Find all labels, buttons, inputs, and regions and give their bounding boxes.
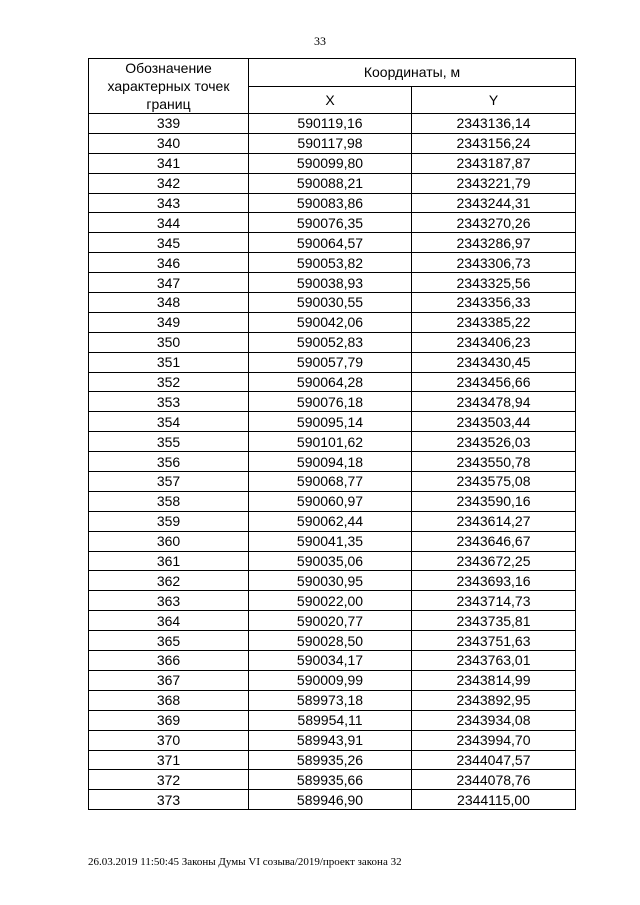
table-row xyxy=(89,452,576,472)
point-id-cell: 349 xyxy=(89,312,249,332)
x-coordinate-cell: 590076,35 xyxy=(249,213,412,233)
x-coordinate-cell: 590062,44 xyxy=(249,511,412,531)
table-row xyxy=(89,670,576,690)
x-coordinate-cell: 589973,18 xyxy=(249,690,412,710)
point-id-cell: 359 xyxy=(89,511,249,531)
point-id-cell: 372 xyxy=(89,770,249,790)
y-coordinate-cell: 2343430,45 xyxy=(412,352,576,372)
x-coordinate-cell: 590053,82 xyxy=(249,253,412,273)
table-row xyxy=(89,352,576,372)
point-id-cell: 354 xyxy=(89,412,249,432)
table-row xyxy=(89,631,576,651)
table-row xyxy=(89,770,576,790)
point-id-cell: 363 xyxy=(89,591,249,611)
table-row xyxy=(89,710,576,730)
y-coordinate-cell: 2343385,22 xyxy=(412,312,576,332)
x-coordinate-cell: 589946,90 xyxy=(249,790,412,810)
point-id-cell: 358 xyxy=(89,491,249,511)
table-row xyxy=(89,312,576,332)
point-id-cell: 366 xyxy=(89,651,249,671)
table-row xyxy=(89,173,576,193)
table-row xyxy=(89,213,576,233)
point-id-cell: 342 xyxy=(89,173,249,193)
table-row xyxy=(89,114,576,134)
table-row xyxy=(89,412,576,432)
y-coordinate-cell: 2343156,24 xyxy=(412,133,576,153)
y-coordinate-cell: 2343763,01 xyxy=(412,651,576,671)
point-id-cell: 370 xyxy=(89,730,249,750)
x-coordinate-cell: 590038,93 xyxy=(249,273,412,293)
table-row xyxy=(89,293,576,313)
table-row xyxy=(89,511,576,531)
coordinates-table xyxy=(88,58,576,810)
y-coordinate-cell: 2343693,16 xyxy=(412,571,576,591)
header-designation: Обозначение характерных точек границ xyxy=(89,59,249,114)
x-coordinate-cell: 590041,35 xyxy=(249,531,412,551)
table-row xyxy=(89,372,576,392)
point-id-cell: 350 xyxy=(89,332,249,352)
point-id-cell: 360 xyxy=(89,531,249,551)
point-id-cell: 347 xyxy=(89,273,249,293)
x-coordinate-cell: 590020,77 xyxy=(249,611,412,631)
table-row xyxy=(89,193,576,213)
table-row xyxy=(89,651,576,671)
x-coordinate-cell: 590022,00 xyxy=(249,591,412,611)
point-id-cell: 355 xyxy=(89,432,249,452)
x-coordinate-cell: 589954,11 xyxy=(249,710,412,730)
document-footer: 26.03.2019 11:50:45 Законы Думы VI созыва/2019/проект закона 32 xyxy=(88,856,402,868)
header-x: X xyxy=(249,86,412,114)
y-coordinate-cell: 2344047,57 xyxy=(412,750,576,770)
point-id-cell: 367 xyxy=(89,670,249,690)
point-id-cell: 371 xyxy=(89,750,249,770)
y-coordinate-cell: 2344078,76 xyxy=(412,770,576,790)
point-id-cell: 351 xyxy=(89,352,249,372)
point-id-cell: 339 xyxy=(89,114,249,134)
y-coordinate-cell: 2344115,00 xyxy=(412,790,576,810)
x-coordinate-cell: 590030,55 xyxy=(249,293,412,313)
x-coordinate-cell: 590088,21 xyxy=(249,173,412,193)
y-coordinate-cell: 2343406,23 xyxy=(412,332,576,352)
point-id-cell: 348 xyxy=(89,293,249,313)
y-coordinate-cell: 2343187,87 xyxy=(412,153,576,173)
table-row xyxy=(89,332,576,352)
x-coordinate-cell: 590068,77 xyxy=(249,472,412,492)
table-row xyxy=(89,133,576,153)
point-id-cell: 369 xyxy=(89,710,249,730)
table-row xyxy=(89,611,576,631)
x-coordinate-cell: 590060,97 xyxy=(249,491,412,511)
table-body xyxy=(89,114,576,810)
point-id-cell: 345 xyxy=(89,233,249,253)
header-coordinates: Координаты, м xyxy=(249,59,576,87)
table-row xyxy=(89,790,576,810)
table-row xyxy=(89,591,576,611)
table-row xyxy=(89,273,576,293)
y-coordinate-cell: 2343646,67 xyxy=(412,531,576,551)
point-id-cell: 364 xyxy=(89,611,249,631)
x-coordinate-cell: 590064,57 xyxy=(249,233,412,253)
point-id-cell: 340 xyxy=(89,133,249,153)
point-id-cell: 357 xyxy=(89,472,249,492)
point-id-cell: 361 xyxy=(89,551,249,571)
point-id-cell: 343 xyxy=(89,193,249,213)
y-coordinate-cell: 2343306,73 xyxy=(412,253,576,273)
y-coordinate-cell: 2343714,73 xyxy=(412,591,576,611)
point-id-cell: 344 xyxy=(89,213,249,233)
table-row xyxy=(89,153,576,173)
y-coordinate-cell: 2343526,03 xyxy=(412,432,576,452)
y-coordinate-cell: 2343221,79 xyxy=(412,173,576,193)
y-coordinate-cell: 2343575,08 xyxy=(412,472,576,492)
x-coordinate-cell: 590057,79 xyxy=(249,352,412,372)
table-row xyxy=(89,253,576,273)
table-row xyxy=(89,571,576,591)
table-row xyxy=(89,432,576,452)
x-coordinate-cell: 589935,66 xyxy=(249,770,412,790)
table-row xyxy=(89,551,576,571)
y-coordinate-cell: 2343994,70 xyxy=(412,730,576,750)
point-id-cell: 368 xyxy=(89,690,249,710)
x-coordinate-cell: 589935,26 xyxy=(249,750,412,770)
y-coordinate-cell: 2343550,78 xyxy=(412,452,576,472)
point-id-cell: 362 xyxy=(89,571,249,591)
y-coordinate-cell: 2343325,56 xyxy=(412,273,576,293)
y-coordinate-cell: 2343614,27 xyxy=(412,511,576,531)
y-coordinate-cell: 2343503,44 xyxy=(412,412,576,432)
x-coordinate-cell: 590030,95 xyxy=(249,571,412,591)
y-coordinate-cell: 2343286,97 xyxy=(412,233,576,253)
table-row xyxy=(89,750,576,770)
table-row xyxy=(89,392,576,412)
header-y: Y xyxy=(412,86,576,114)
x-coordinate-cell: 590117,98 xyxy=(249,133,412,153)
table-row xyxy=(89,491,576,511)
table-row xyxy=(89,690,576,710)
y-coordinate-cell: 2343136,14 xyxy=(412,114,576,134)
y-coordinate-cell: 2343892,95 xyxy=(412,690,576,710)
table-row xyxy=(89,730,576,750)
table-row xyxy=(89,472,576,492)
point-id-cell: 346 xyxy=(89,253,249,273)
y-coordinate-cell: 2343735,81 xyxy=(412,611,576,631)
point-id-cell: 353 xyxy=(89,392,249,412)
x-coordinate-cell: 590035,06 xyxy=(249,551,412,571)
y-coordinate-cell: 2343356,33 xyxy=(412,293,576,313)
table-row xyxy=(89,531,576,551)
y-coordinate-cell: 2343244,31 xyxy=(412,193,576,213)
x-coordinate-cell: 590094,18 xyxy=(249,452,412,472)
x-coordinate-cell: 590083,86 xyxy=(249,193,412,213)
x-coordinate-cell: 590101,62 xyxy=(249,432,412,452)
x-coordinate-cell: 590076,18 xyxy=(249,392,412,412)
x-coordinate-cell: 590119,16 xyxy=(249,114,412,134)
y-coordinate-cell: 2343934,08 xyxy=(412,710,576,730)
point-id-cell: 356 xyxy=(89,452,249,472)
y-coordinate-cell: 2343672,25 xyxy=(412,551,576,571)
y-coordinate-cell: 2343814,99 xyxy=(412,670,576,690)
y-coordinate-cell: 2343751,63 xyxy=(412,631,576,651)
x-coordinate-cell: 590009,99 xyxy=(249,670,412,690)
x-coordinate-cell: 590052,83 xyxy=(249,332,412,352)
point-id-cell: 352 xyxy=(89,372,249,392)
point-id-cell: 373 xyxy=(89,790,249,810)
x-coordinate-cell: 590034,17 xyxy=(249,651,412,671)
x-coordinate-cell: 590095,14 xyxy=(249,412,412,432)
x-coordinate-cell: 590028,50 xyxy=(249,631,412,651)
y-coordinate-cell: 2343456,66 xyxy=(412,372,576,392)
x-coordinate-cell: 590042,06 xyxy=(249,312,412,332)
y-coordinate-cell: 2343590,16 xyxy=(412,491,576,511)
point-id-cell: 365 xyxy=(89,631,249,651)
table-row xyxy=(89,233,576,253)
y-coordinate-cell: 2343270,26 xyxy=(412,213,576,233)
x-coordinate-cell: 590099,80 xyxy=(249,153,412,173)
point-id-cell: 341 xyxy=(89,153,249,173)
x-coordinate-cell: 590064,28 xyxy=(249,372,412,392)
table-header xyxy=(89,59,576,114)
y-coordinate-cell: 2343478,94 xyxy=(412,392,576,412)
x-coordinate-cell: 589943,91 xyxy=(249,730,412,750)
page-number: 33 xyxy=(314,34,326,48)
